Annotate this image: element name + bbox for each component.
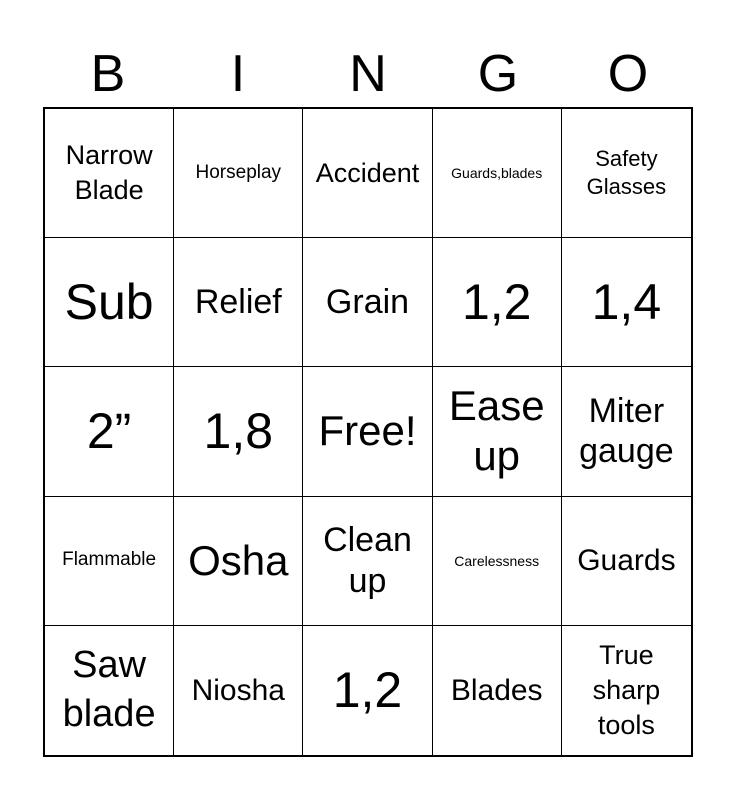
cell-label: Grain <box>325 282 410 321</box>
cell-label: 1,8 <box>203 402 274 459</box>
header-letter-g: G <box>477 45 519 103</box>
bingo-cell-r5-c5[interactable] <box>562 626 691 755</box>
cell-label: 1,4 <box>591 273 662 330</box>
bingo-cell-r4-c2[interactable] <box>174 497 303 626</box>
cell-label: Osha <box>188 536 289 584</box>
cell-label: 1,2 <box>332 661 403 718</box>
header-letter-i: I <box>230 45 246 103</box>
cell-label: Accident <box>315 157 420 188</box>
bingo-cell-r2-c5[interactable] <box>562 238 691 367</box>
cell-label: Saw blade <box>62 644 156 736</box>
cell-label: Safety Glasses <box>586 145 667 200</box>
bingo-cell-r4-c4[interactable] <box>433 497 562 626</box>
cell-label: Horseplay <box>195 161 282 183</box>
bingo-cell-r2-c3[interactable] <box>303 238 432 367</box>
bingo-cell-r2-c2[interactable] <box>174 238 303 367</box>
cell-label: Guards <box>577 543 676 577</box>
cell-label: Guards,blades <box>451 165 543 181</box>
cell-label: Free! <box>318 407 417 455</box>
free-space[interactable] <box>303 367 432 496</box>
bingo-cell-r2-c1[interactable] <box>45 238 174 367</box>
bingo-cell-r3-c5[interactable] <box>562 367 691 496</box>
bingo-cell-r4-c3[interactable] <box>303 497 432 626</box>
bingo-header <box>43 42 693 106</box>
cell-label: Narrow Blade <box>65 140 153 206</box>
cell-label: True sharp tools <box>592 639 661 740</box>
bingo-cell-r1-c3[interactable] <box>303 109 432 238</box>
cell-label: Ease up <box>448 382 545 480</box>
bingo-cell-r1-c2[interactable] <box>174 109 303 238</box>
header-letter-n: N <box>349 45 387 103</box>
header-letter-o: O <box>607 45 649 103</box>
cell-label: 1,2 <box>461 273 532 330</box>
bingo-cell-r2-c4[interactable] <box>433 238 562 367</box>
bingo-cell-r1-c4[interactable] <box>433 109 562 238</box>
cell-label: Relief <box>194 282 282 321</box>
cell-label: Flammable <box>62 549 157 571</box>
bingo-cell-r5-c4[interactable] <box>433 626 562 755</box>
cell-label: Sub <box>64 273 154 330</box>
bingo-cell-r1-c5[interactable] <box>562 109 691 238</box>
bingo-cell-r5-c3[interactable] <box>303 626 432 755</box>
bingo-cell-r4-c5[interactable] <box>562 497 691 626</box>
cell-label: Blades <box>450 673 543 707</box>
bingo-cell-r3-c4[interactable] <box>433 367 562 496</box>
cell-label: Miter gauge <box>579 391 674 471</box>
cell-label: Clean up <box>323 520 412 600</box>
bingo-cell-r5-c2[interactable] <box>174 626 303 755</box>
cell-label: 2” <box>86 402 132 459</box>
bingo-cell-r3-c1[interactable] <box>45 367 174 496</box>
bingo-board <box>43 107 693 757</box>
bingo-cell-r5-c1[interactable] <box>45 626 174 755</box>
cell-label: Niosha <box>191 673 285 707</box>
bingo-cell-r4-c1[interactable] <box>45 497 174 626</box>
header-letter-b: B <box>90 45 126 103</box>
cell-label: Carelessness <box>454 552 540 569</box>
bingo-cell-r3-c2[interactable] <box>174 367 303 496</box>
bingo-cell-r1-c1[interactable] <box>45 109 174 238</box>
